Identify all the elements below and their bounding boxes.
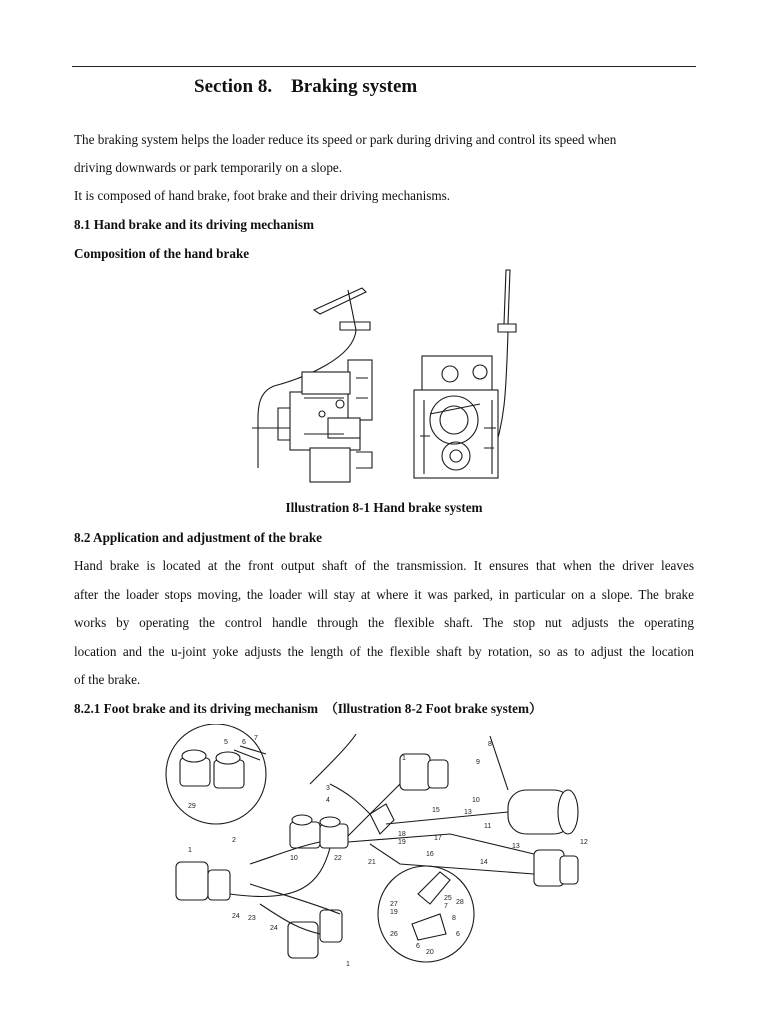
svg-text:24: 24 bbox=[232, 913, 240, 920]
body-8-2-line-1: Hand brake is located at the front output shaft of the transmission. It ensures that when the driver leaves bbox=[74, 558, 694, 573]
svg-text:19: 19 bbox=[390, 909, 398, 916]
body-8-2-line-4: location and the u-joint yoke adjusts the length of the flexible shaft by rotation, so as to adjust the location bbox=[74, 644, 694, 659]
svg-text:7: 7 bbox=[444, 903, 448, 910]
svg-text:9: 9 bbox=[476, 759, 480, 766]
body-8-2-line-3: works by operating the control handle through the flexible shaft. The stop nut adjusts the operating bbox=[74, 615, 694, 630]
svg-text:3: 3 bbox=[326, 785, 330, 792]
svg-text:26: 26 bbox=[390, 931, 398, 938]
svg-text:13: 13 bbox=[464, 809, 472, 816]
svg-text:12: 12 bbox=[580, 839, 588, 846]
svg-text:15: 15 bbox=[432, 807, 440, 814]
svg-text:19: 19 bbox=[398, 839, 406, 846]
svg-text:4: 4 bbox=[326, 797, 330, 804]
hand-brake-illustration bbox=[244, 268, 524, 492]
svg-text:22: 22 bbox=[334, 855, 342, 862]
heading-8-2-1: 8.2.1 Foot brake and its driving mechanism （Illustration 8-2 Foot brake system） bbox=[74, 701, 543, 716]
svg-text:18: 18 bbox=[398, 831, 406, 838]
svg-text:1: 1 bbox=[346, 961, 350, 968]
svg-text:24: 24 bbox=[270, 925, 278, 932]
svg-text:25: 25 bbox=[444, 895, 452, 902]
svg-text:7: 7 bbox=[254, 735, 258, 742]
heading-8-2: 8.2 Application and adjustment of the brake bbox=[74, 530, 323, 545]
svg-text:1: 1 bbox=[188, 847, 192, 854]
svg-text:17: 17 bbox=[434, 835, 442, 842]
composition-text: It is composed of hand brake, foot brake and their driving mechanisms. bbox=[74, 188, 451, 203]
svg-text:6: 6 bbox=[242, 739, 246, 746]
foot-brake-illustration bbox=[150, 724, 610, 974]
svg-text:14: 14 bbox=[480, 859, 488, 866]
caption-8-1: Illustration 8-1 Hand brake system bbox=[285, 500, 483, 515]
body-8-2-line-2: after the loader stops moving, the loader will stay at where it was parked, in particular on a slope. The brake bbox=[74, 587, 694, 602]
svg-text:8: 8 bbox=[488, 741, 492, 748]
intro-line-2: driving downwards or park temporarily on a slope. bbox=[74, 160, 343, 175]
svg-text:5: 5 bbox=[224, 739, 228, 746]
svg-text:6: 6 bbox=[456, 931, 460, 938]
intro-line-1: The braking system helps the loader reduce its speed or park during driving and control its speed when bbox=[74, 132, 617, 147]
svg-text:21: 21 bbox=[368, 859, 376, 866]
svg-text:2: 2 bbox=[232, 837, 236, 844]
svg-text:20: 20 bbox=[426, 949, 434, 956]
section-title: Section 8. Braking system bbox=[194, 76, 418, 97]
svg-text:28: 28 bbox=[456, 899, 464, 906]
svg-text:8: 8 bbox=[452, 915, 456, 922]
svg-text:10: 10 bbox=[290, 855, 298, 862]
svg-text:6: 6 bbox=[416, 943, 420, 950]
svg-text:10: 10 bbox=[472, 797, 480, 804]
svg-text:11: 11 bbox=[484, 823, 492, 830]
svg-text:29: 29 bbox=[188, 803, 196, 810]
svg-text:16: 16 bbox=[426, 851, 434, 858]
svg-text:23: 23 bbox=[248, 915, 256, 922]
svg-text:1: 1 bbox=[402, 755, 406, 762]
svg-text:27: 27 bbox=[390, 901, 398, 908]
header-rule bbox=[72, 66, 696, 67]
heading-8-1: 8.1 Hand brake and its driving mechanism bbox=[74, 217, 314, 232]
body-8-2-line-5: of the brake. bbox=[74, 672, 141, 687]
svg-text:13: 13 bbox=[512, 843, 520, 850]
heading-hand-brake: Composition of the hand brake bbox=[74, 246, 250, 261]
